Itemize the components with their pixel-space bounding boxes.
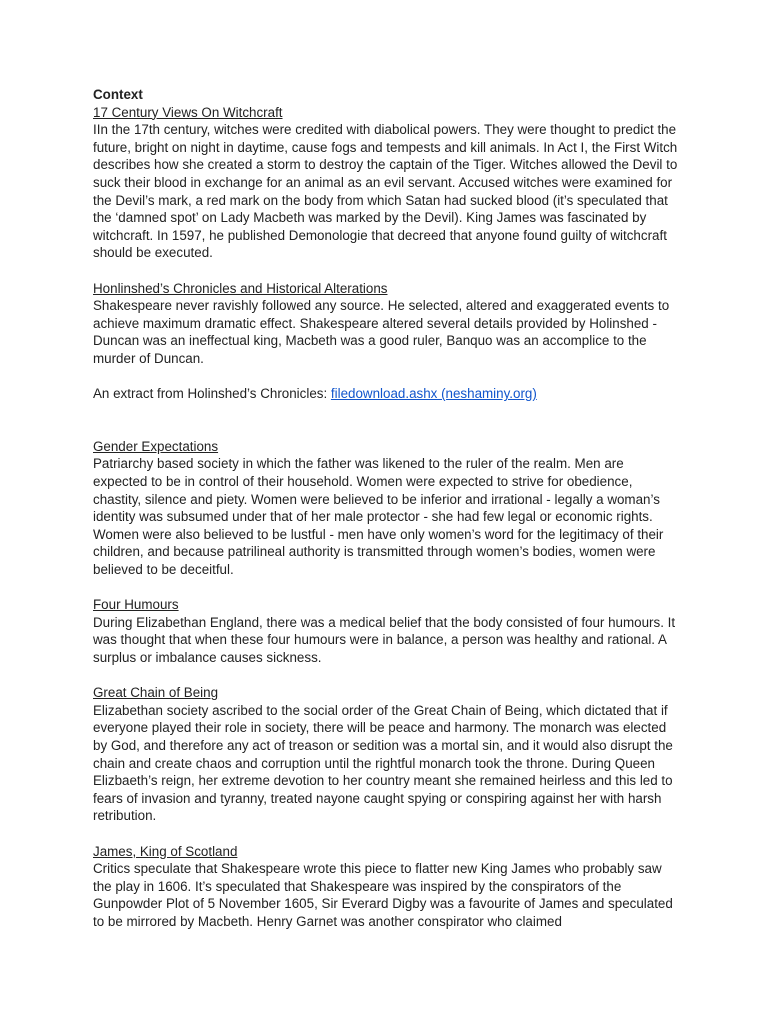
section-heading-chain-of-being: Great Chain of Being [93, 685, 219, 701]
section-humours [93, 596, 681, 666]
section-body-witchcraft: IIn the 17th century, witches were credited with diabolical powers. They were thought to predict the future, bright on night in daytime, cause fogs and tempests and kill animals. In Act I, the First Witch describes how she created a storm to destroy the captain of the Tiger. Witches allowed the Devil to suck their blood in exchange for an animal as an evil servant. Accused witches were examined for the Devil’s mark, a red mark on the body from which Satan had sucked blood (it’s speculated that the ‘damned spot’ on Lady Macbeth was marked by the Devil). King James was fascinated by witchcraft. In 1597, he published Demonologie that decreed that anyone found guilty of witchcraft should be executed. [93, 122, 678, 261]
extract-link[interactable]: filedownload.ashx (neshaminy.org) [330, 386, 537, 402]
section-heading-holinshed: Honlinshed’s Chronicles and Historical Alterations [93, 280, 388, 296]
section-gender [93, 438, 681, 579]
section-heading-king-james: James, King of Scotland [93, 843, 238, 859]
extract-line [93, 385, 681, 403]
section-holinshed [93, 280, 681, 368]
section-body-chain-of-being: Elizabethan society ascribed to the social order of the Great Chain of Being, which dictated that if everyone played their role in society, there will be peace and harmony. The monarch was elected by God, and therefore any act of treason or sedition was a mortal sin, and it would also disrupt the chain and create chaos and corruption until the rightful monarch took the throne. During Queen Elizbaeth’s reign, her extreme devotion to her country meant she remained heirless and this led to fears of invasion and tyranny, treated nayone caught spying or conspiring against her with harsh retribution. [93, 702, 673, 824]
document-page [93, 86, 681, 931]
document-title: Context [93, 87, 143, 102]
section-body-holinshed: Shakespeare never ravishly followed any source. He selected, altered and exaggerated events to achieve maximum dramatic effect. Shakespeare altered several details provided by Holinshed - Duncan was an ineffectual king, Macbeth was a good ruler, Banquo was an accomplice to the murder of Duncan. [93, 298, 670, 366]
extract-prefix: An extract from Holinshed’s Chronicles: [93, 386, 331, 402]
section-body-gender: Patriarchy based society in which the father was likened to the ruler of the realm. Men are expected to be in control of their household. Women were expected to strive for obedience, chastity, silence and piety. Women were believed to be inferior and irrational - legally a woman’s identity was subsumed under that of her male protector - she had few legal or economic rights. Women were also believed to be lustful - men have only women’s word for the legitimacy of their children, and because patrilineal authority is transmitted through women’s bodies, women were believed to be deceitful. [93, 456, 664, 578]
section-body-humours: During Elizabethan England, there was a medical belief that the body consisted of four humours. It was thought that when these four humours were in balance, a person was healthy and rational. A surplus or imbalance causes sickness. [93, 614, 676, 665]
section-king-james [93, 843, 681, 931]
section-heading-witchcraft: 17 Century Views On Witchcraft [93, 104, 283, 120]
section-body-king-james: Critics speculate that Shakespeare wrote this piece to flatter new King James who probably saw the play in 1606. It’s speculated that Shakespeare was inspired by the conspirators of the Gunpowder Plot of 5 November 1605, Sir Everard Digby was a favourite of James and speculated to be mirrored by Macbeth. Henry Garnet was another conspirator who claimed [93, 861, 673, 929]
section-heading-gender: Gender Expectations [93, 438, 219, 454]
section-heading-humours: Four Humours [93, 597, 179, 613]
section-witchcraft [93, 104, 681, 262]
section-chain-of-being [93, 684, 681, 825]
section-extract [93, 385, 681, 403]
